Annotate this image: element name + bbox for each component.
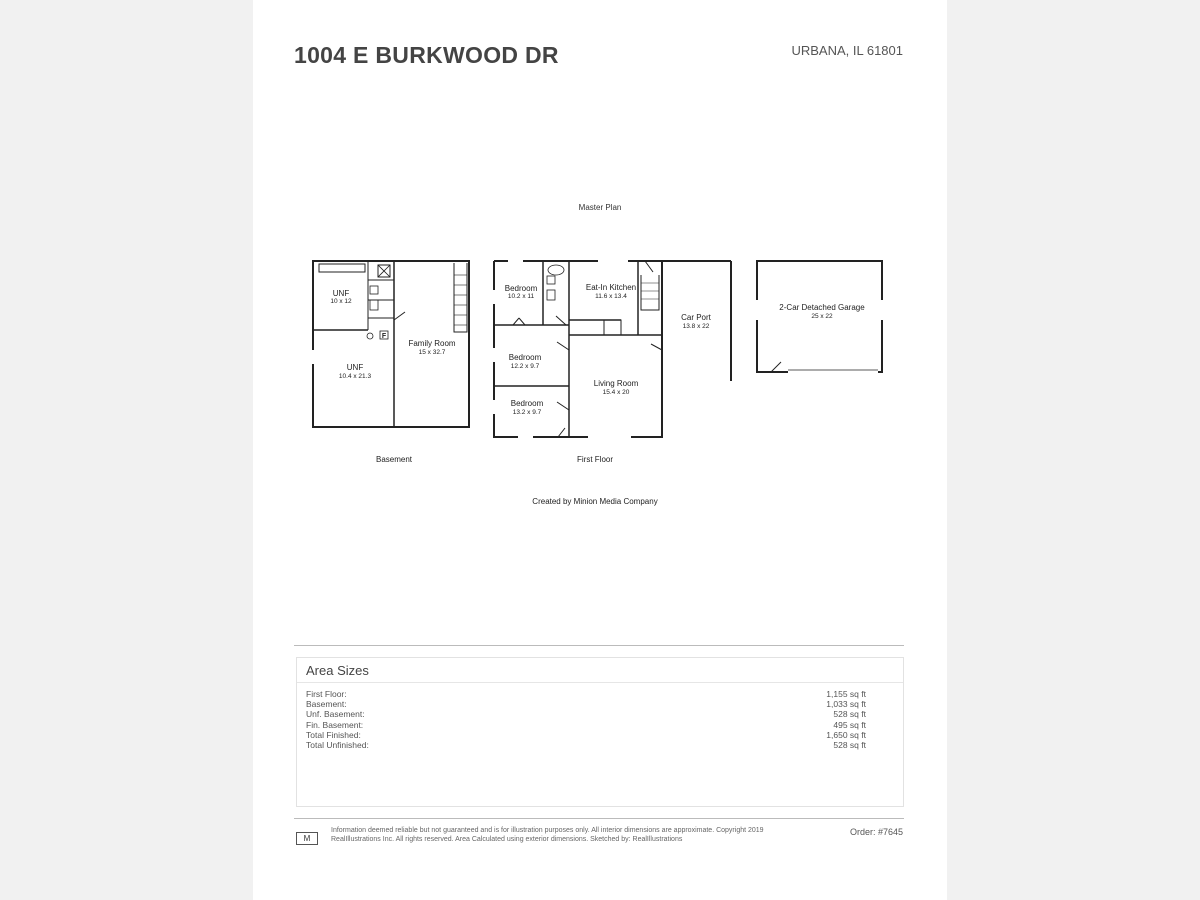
floor-plan-drawing xyxy=(253,0,947,520)
area-label: Total Unfinished: xyxy=(306,740,369,750)
room-dims: 10.2 x 11 xyxy=(507,293,535,300)
floor-caption-basement: Basement xyxy=(375,455,413,464)
area-value: 1,650 sq ft xyxy=(826,730,866,740)
area-value: 495 sq ft xyxy=(833,720,866,730)
room-name: Car Port xyxy=(681,313,711,322)
area-row xyxy=(306,720,866,730)
room-dims: 11.6 x 13.4 xyxy=(595,293,627,300)
room-name: UNF xyxy=(332,289,350,298)
footer-divider xyxy=(294,818,904,819)
area-row xyxy=(306,689,866,699)
area-label: Total Finished: xyxy=(306,730,361,740)
area-label: Fin. Basement: xyxy=(306,720,364,730)
room-name: Bedroom xyxy=(504,284,538,293)
document-page xyxy=(253,0,947,900)
floor-caption-first-floor: First Floor xyxy=(577,455,613,464)
room-dims: 13.8 x 22 xyxy=(682,323,710,330)
room-name: Bedroom xyxy=(508,353,542,362)
company-logo: M xyxy=(296,832,318,845)
plan-title: Master Plan xyxy=(578,203,622,212)
area-label: Basement: xyxy=(306,699,347,709)
area-value: 1,033 sq ft xyxy=(826,699,866,709)
room-dims: 15 x 32.7 xyxy=(418,349,446,356)
property-city: URBANA, IL 61801 xyxy=(791,43,903,58)
order-number: Order: #7645 xyxy=(849,827,903,837)
area-value: 1,155 sq ft xyxy=(826,689,866,699)
area-row xyxy=(306,740,866,750)
room-name: Eat-In Kitchen xyxy=(585,283,637,292)
room-dims: 25 x 22 xyxy=(811,313,833,320)
credit-text: Created by Minion Media Company xyxy=(532,497,658,506)
section-divider xyxy=(294,645,904,646)
area-label: First Floor: xyxy=(306,689,347,699)
area-row xyxy=(306,709,866,719)
room-dims: 10 x 12 xyxy=(330,298,352,305)
room-name: Bedroom xyxy=(510,399,544,408)
furnace-marker: F xyxy=(381,333,387,340)
property-address: 1004 E BURKWOOD DR xyxy=(294,42,559,68)
area-value: 528 sq ft xyxy=(833,709,866,719)
room-dims: 15.4 x 20 xyxy=(602,389,630,396)
disclaimer-text: Information deemed reliable but not guaranteed and is for illustration purposes only. All interior dimensions are approximate. Copyright 2019 RealIllustrations Inc. All rights reserved. Area Calculated using exterior dimensions. Sketched by: RealIllustrations xyxy=(331,827,764,843)
room-name: 2-Car Detached Garage xyxy=(779,303,865,312)
room-dims: 12.2 x 9.7 xyxy=(510,363,540,370)
area-value: 528 sq ft xyxy=(833,740,866,750)
area-label: Unf. Basement: xyxy=(306,709,365,719)
room-name: Family Room xyxy=(408,339,456,348)
area-sizes-title: Area Sizes xyxy=(306,663,369,678)
room-dims: 13.2 x 9.7 xyxy=(512,409,542,416)
area-row xyxy=(306,699,866,709)
room-name: Living Room xyxy=(593,379,639,388)
area-sizes-panel xyxy=(296,657,904,807)
room-dims: 10.4 x 21.3 xyxy=(338,373,372,380)
area-row xyxy=(306,730,866,740)
divider xyxy=(297,682,903,683)
room-name: UNF xyxy=(346,363,364,372)
